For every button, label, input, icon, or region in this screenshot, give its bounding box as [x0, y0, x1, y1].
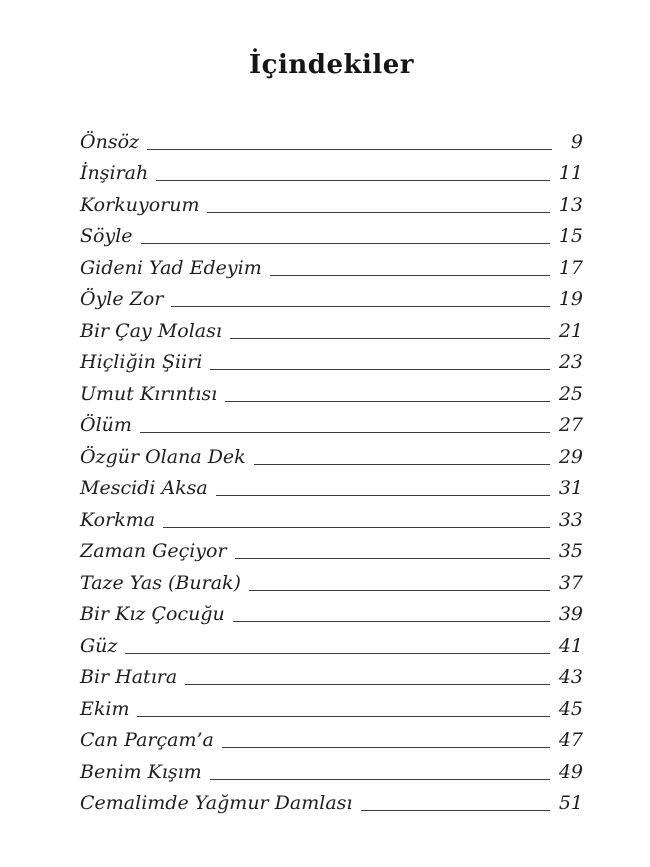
toc-entry-page: 45 [558, 697, 583, 720]
toc-entry-label: İnşirah [80, 162, 149, 185]
toc-leader-line [216, 495, 550, 496]
toc-entry [80, 154, 583, 186]
toc-entry [80, 437, 583, 469]
toc-entry-page: 49 [558, 760, 583, 783]
toc-entry [80, 532, 583, 564]
toc-entry [80, 595, 583, 627]
toc-leader-line [233, 621, 550, 622]
toc-entry-page: 25 [558, 382, 583, 405]
toc-entry-label: Hiçliğin Şiiri [80, 351, 203, 374]
toc-leader-line [254, 464, 550, 465]
toc-entry-label: Öyle Zor [80, 288, 164, 311]
toc-entry-label: Bir Hatıra [80, 666, 178, 689]
toc-leader-line [185, 684, 550, 685]
toc-entry-page: 51 [558, 792, 583, 815]
toc-list [80, 122, 583, 815]
toc-entry-page: 47 [558, 729, 583, 752]
toc-entry [80, 217, 583, 249]
toc-entry-page: 13 [558, 193, 583, 216]
toc-entry-label: Ölüm [80, 414, 132, 437]
toc-leader-line [210, 369, 550, 370]
toc-entry-page: 9 [570, 130, 583, 153]
toc-leader-line [235, 558, 550, 559]
toc-entry-page: 15 [558, 225, 583, 248]
toc-leader-line [125, 653, 549, 654]
toc-entry [80, 280, 583, 312]
toc-leader-line [141, 243, 550, 244]
toc-entry-label: Korkma [80, 508, 156, 531]
toc-entry [80, 752, 583, 784]
toc-entry-page: 35 [558, 540, 583, 563]
toc-entry-label: Taze Yas (Burak) [80, 571, 241, 594]
toc-leader-line [163, 527, 550, 528]
toc-entry-label: Bir Çay Molası [80, 319, 222, 342]
toc-entry [80, 185, 583, 217]
toc-entry-label: Mescidi Aksa [80, 477, 208, 500]
toc-entry [80, 469, 583, 501]
toc-entry [80, 248, 583, 280]
toc-leader-line [137, 716, 549, 717]
toc-entry-page: 11 [558, 162, 583, 185]
toc-leader-line [147, 149, 552, 150]
toc-leader-line [230, 338, 550, 339]
toc-leader-line [270, 275, 550, 276]
toc-entry-label: Ekim [80, 697, 130, 720]
toc-leader-line [222, 747, 550, 748]
toc-leader-line [140, 432, 550, 433]
toc-entry-label: Umut Kırıntısı [80, 382, 218, 405]
toc-entry-page: 17 [558, 256, 583, 279]
toc-leader-line [210, 779, 550, 780]
toc-leader-line [361, 810, 550, 811]
toc-entry-page: 27 [558, 414, 583, 437]
toc-entry-page: 39 [558, 603, 583, 626]
toc-entry-page: 29 [558, 445, 583, 468]
toc-entry [80, 626, 583, 658]
toc-entry-label: Cemalimde Yağmur Damlası [80, 792, 353, 815]
toc-entry-label: Güz [80, 634, 118, 657]
toc-entry-label: Önsöz [80, 130, 140, 153]
toc-leader-line [207, 212, 549, 213]
toc-entry [80, 311, 583, 343]
toc-leader-line [249, 590, 550, 591]
toc-entry-page: 23 [558, 351, 583, 374]
toc-entry-label: Korkuyorum [80, 193, 200, 216]
toc-entry-page: 31 [558, 477, 583, 500]
toc-leader-line [225, 401, 550, 402]
toc-entry [80, 374, 583, 406]
toc-entry [80, 784, 583, 816]
toc-entry [80, 721, 583, 753]
toc-entry-page: 33 [558, 508, 583, 531]
toc-entry-label: Bir Kız Çocuğu [80, 603, 225, 626]
toc-entry-page: 41 [558, 634, 583, 657]
toc-entry-label: Benim Kışım [80, 760, 202, 783]
page-title: İçindekiler [248, 50, 414, 80]
toc-entry-label: Özgür Olana Dek [80, 445, 246, 468]
toc-entry-page: 37 [558, 571, 583, 594]
toc-entry-label: Gideni Yad Edeyim [80, 256, 262, 279]
toc-entry-page: 19 [558, 288, 583, 311]
toc-entry-page: 43 [558, 666, 583, 689]
toc-entry [80, 343, 583, 375]
toc-leader-line [156, 180, 550, 181]
toc-entry [80, 563, 583, 595]
toc-entry-label: Söyle [80, 225, 133, 248]
toc-entry [80, 500, 583, 532]
toc-entry [80, 689, 583, 721]
toc-entry [80, 658, 583, 690]
toc-entry-page: 21 [558, 319, 583, 342]
toc-entry [80, 122, 583, 154]
toc-entry-label: Zaman Geçiyor [80, 540, 227, 563]
toc-leader-line [171, 306, 549, 307]
toc-entry [80, 406, 583, 438]
toc-entry-label: Can Parçam’a [80, 729, 214, 752]
